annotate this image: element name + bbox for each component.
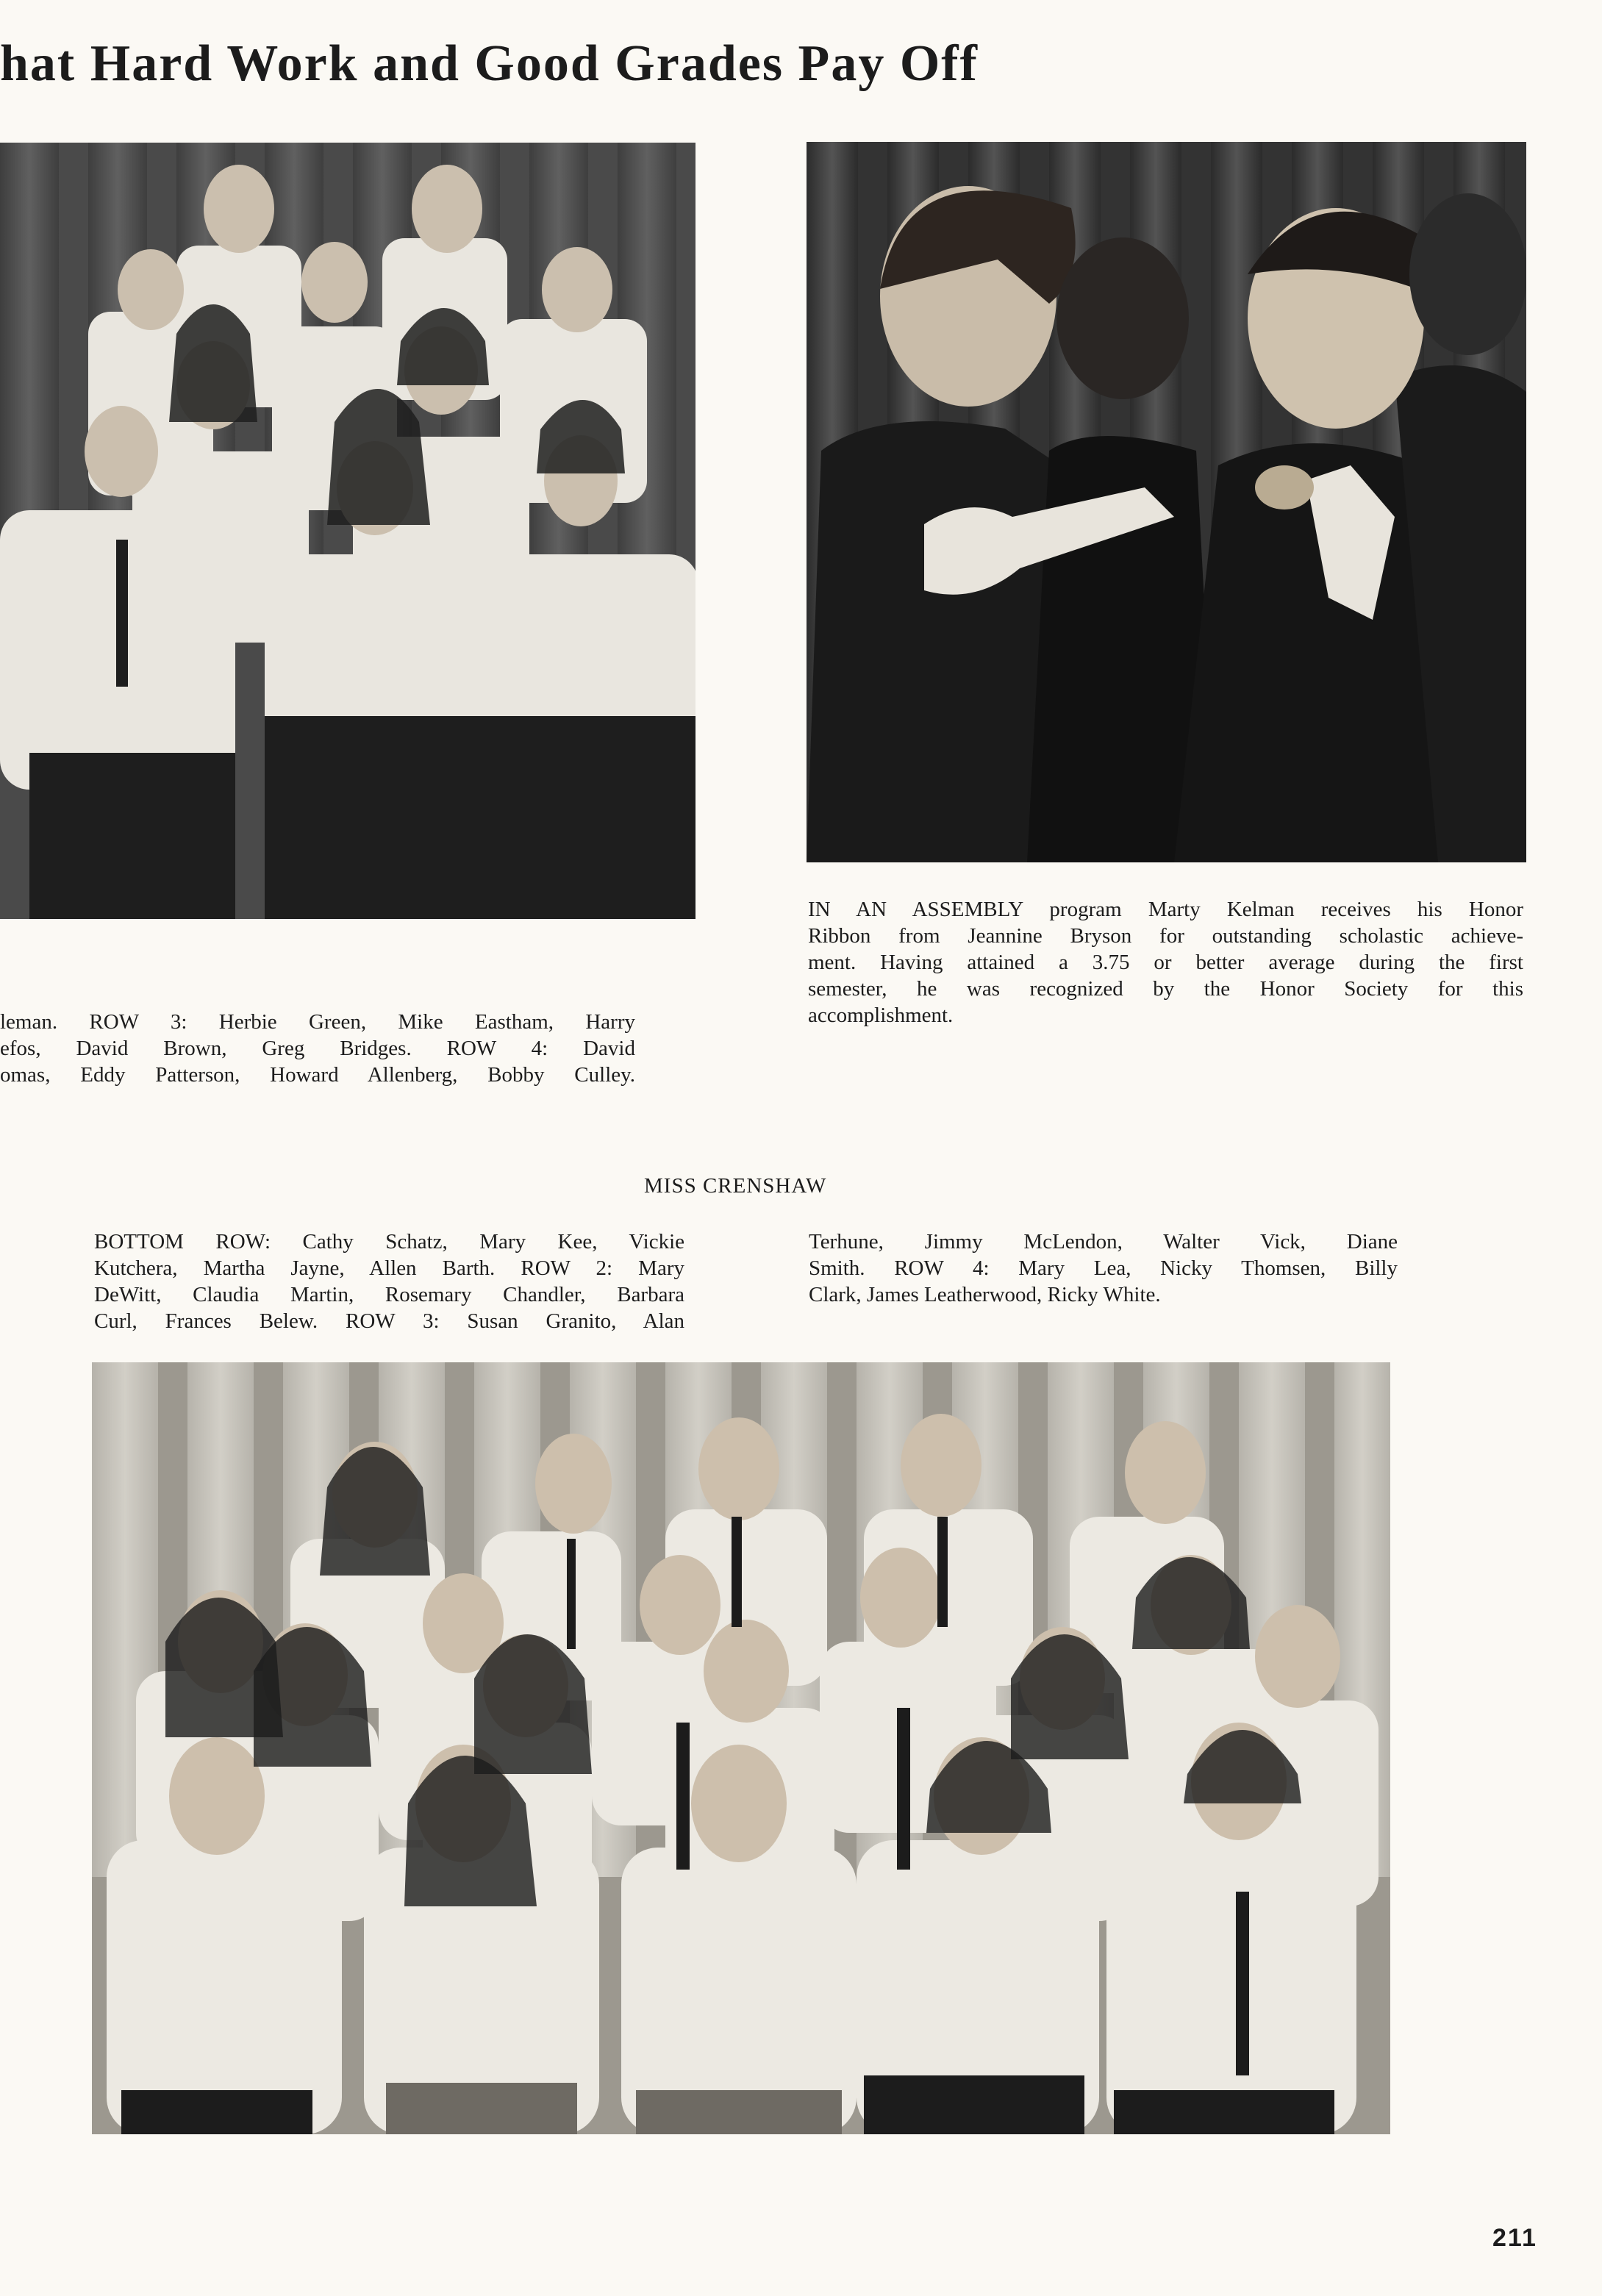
caption-line: accomplishment. [808,1004,954,1027]
caption-line: IN AN ASSEMBLY program Marty Kelman receives his Honor [808,898,1523,921]
caption-line: leman. ROW 3: Herbie Green, Mike Eastham, Harry [0,1010,635,1034]
roster-line: Kutchera, Martha Jayne, Allen Barth. ROW 2: Mary [94,1256,684,1280]
roster-line: DeWitt, Claudia Martin, Rosemary Chandler, Barbara [94,1283,684,1306]
assembly-caption [808,896,1523,1029]
caption-line: efos, David Brown, Greg Bridges. ROW 4: David [0,1037,635,1060]
top-left-caption [0,1009,635,1088]
caption-line: ment. Having attained a 3.75 or better average during the first [808,951,1523,974]
roster-line: Curl, Frances Belew. ROW 3: Susan Granito, Alan [94,1309,684,1333]
class-photo-miss-crenshaw [92,1362,1390,2134]
assembly-photo [807,142,1526,862]
page-headline: hat Hard Work and Good Grades Pay Off [0,35,979,92]
roster-right [809,1229,1398,1308]
group-photo-top-left [0,143,695,919]
roster-left [94,1229,684,1334]
roster-line: Smith. ROW 4: Mary Lea, Nicky Thomsen, Billy [809,1256,1398,1280]
roster-line: Clark, James Leatherwood, Ricky White. [809,1283,1161,1306]
roster-line: Terhune, Jimmy McLendon, Walter Vick, Diane [809,1230,1398,1253]
caption-line: Ribbon from Jeannine Bryson for outstanding scholastic achieve- [808,924,1523,948]
caption-line: semester, he was recognized by the Honor Society for this [808,977,1523,1001]
section-title: MISS CRENSHAW [644,1174,827,1198]
caption-line: omas, Eddy Patterson, Howard Allenberg, Bobby Culley. [0,1063,635,1087]
roster-line: BOTTOM ROW: Cathy Schatz, Mary Kee, Vickie [94,1230,684,1253]
page-number: 211 [1492,2224,1537,2252]
